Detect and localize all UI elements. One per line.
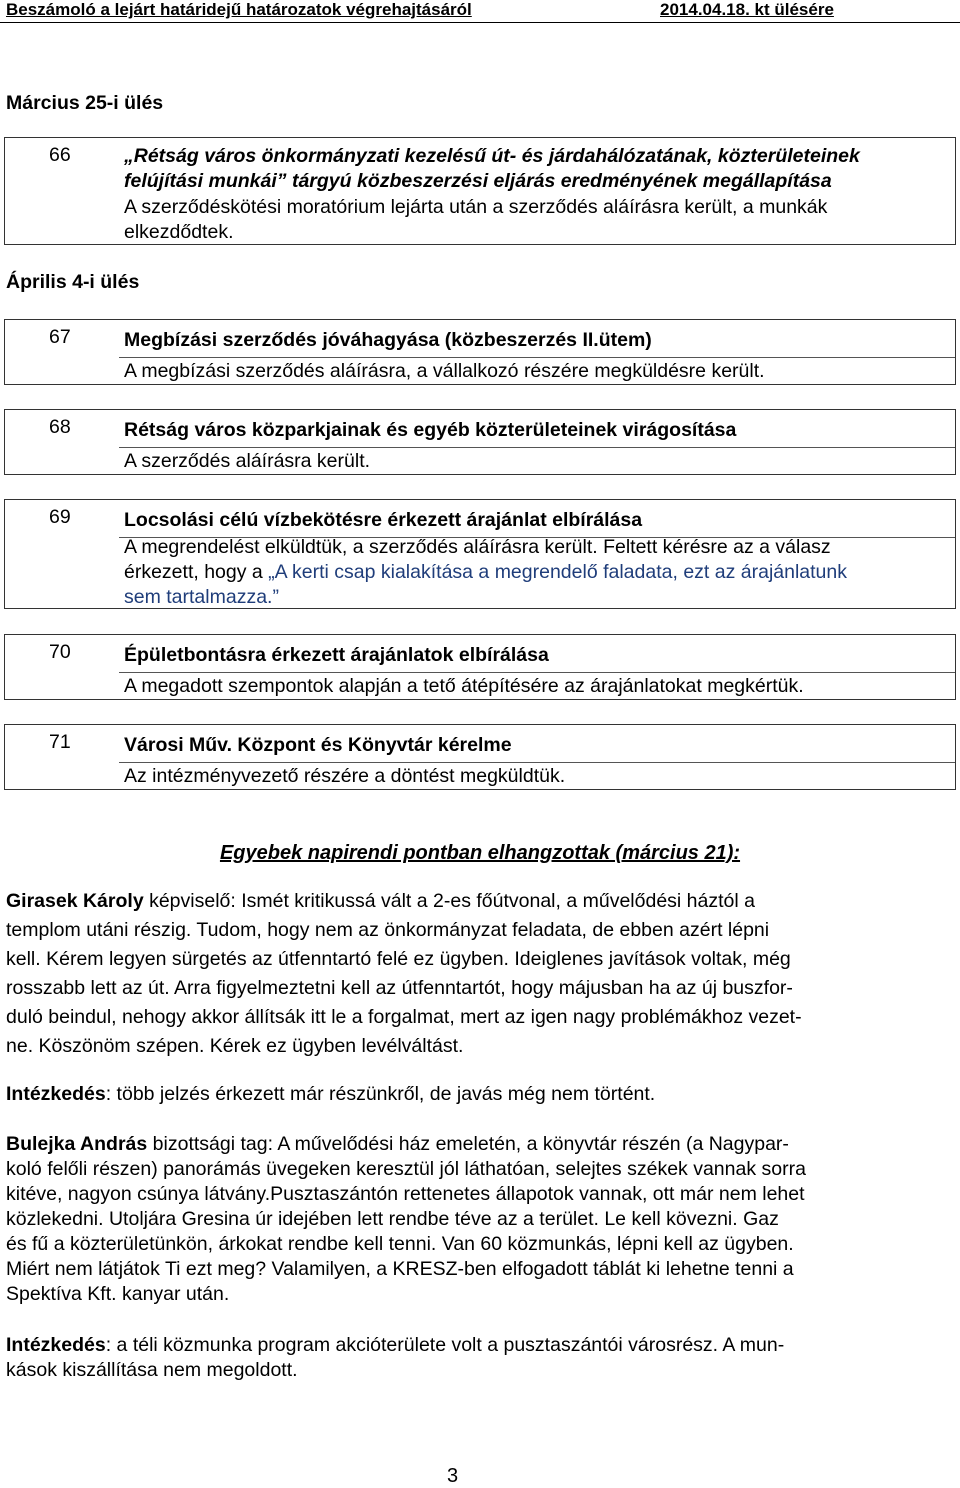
resolution-content-line-1: A megrendelést elküldtük, a szerződés aláírásra került. Feltett kérésre az a válasz: [124, 536, 831, 558]
paragraph-line: közlekedni. Utoljára Gresina úr idejében lett rendbe téve az a terület. Le kell kövezni. Gaz: [6, 1208, 779, 1230]
paragraph-line: kások kiszállítása nem megoldott.: [6, 1359, 298, 1381]
paragraph-line: duló beindul, nehogy akkor állítsák itt le a forgalmat, mert az igen nagy problémákhoz vezet-: [6, 1006, 802, 1028]
paragraph-line: kell. Kérem legyen sürgetés az útfenntartó felé ez ügyben. Ideiglenes javítások voltak, még: [6, 948, 791, 970]
resolution-number: 71: [49, 731, 71, 753]
section-heading-march: Március 25-i ülés: [6, 92, 164, 114]
resolution-number: 67: [49, 326, 71, 348]
paragraph-line: képviselő: Ismét kritikussá vált a 2-es főútvonal, a művelődési háztól a: [143, 890, 755, 912]
resolution-content-line-2: elkezdődtek.: [124, 221, 234, 243]
resolution-number: 69: [49, 506, 71, 528]
paragraph-line: bizottsági tag: A művelődési ház emeletén, a könyvtár részén (a Nagypar-: [147, 1133, 789, 1155]
resolution-title: Megbízási szerződés jóváhagyása (közbeszerzés II.ütem): [124, 329, 652, 351]
resolution-content: Az intézményvezető részére a döntést megküldtük.: [124, 765, 566, 787]
resolution-number: 66: [49, 144, 71, 166]
quote-line-1: „A kerti csap kialakítása a megrendelő faladata, ezt az árajánlatunk: [268, 561, 848, 583]
section-heading-april: Április 4-i ülés: [6, 271, 140, 293]
resolution-title-line-2: felújítási munkái” tárgyú közbeszerzési eljárás eredményének megállapítása: [124, 170, 832, 192]
resolution-69: [4, 499, 956, 609]
resolution-title: Rétság város közparkjainak és egyéb közterületeinek virágosítása: [124, 419, 737, 441]
resolution-number: 68: [49, 416, 71, 438]
paragraph-line: : a téli közmunka program akcióterülete volt a pusztaszántói városrész. A mun-: [105, 1334, 785, 1356]
paragraph-line: Miért nem látjátok Ti ezt meg? Valamilyen, a KRESZ-ben elfogadott táblát ki lehetne tenni a: [6, 1258, 794, 1280]
resolution-title-line-1: „Rétság város önkormányzati kezelésű út- és járdahálózatának, közterületeinek: [124, 145, 860, 167]
resolution-67: [4, 319, 956, 385]
paragraph-line: Spektíva Kft. kanyar után.: [6, 1283, 230, 1305]
paragraph-line: és fű a közterületünkön, árkokat rendbe kell tenni. Van 60 közmunkás, lépni kell az ügyben.: [6, 1233, 794, 1255]
paragraph-action-1: [6, 1083, 655, 1106]
paragraph-line: templom utáni részig. Tudom, hogy nem az önkormányzat feladata, de ebben azért lépni: [6, 919, 770, 941]
resolution-title: Locsolási célú vízbekötésre érkezett árajánlat elbírálása: [124, 509, 643, 531]
resolution-content: A megadott szempontok alapján a tető átépítésére az árajánlatokat megkértük.: [124, 675, 804, 697]
resolution-content: A szerződés aláírásra került.: [124, 450, 371, 472]
paragraph-line: kitéve, nagyon csúnya látvány.Pusztaszántón rettenetes állapotok vannak, ott már nem lehet: [6, 1183, 805, 1205]
resolution-title: Épületbontásra érkezett árajánlatok elbírálása: [124, 644, 549, 666]
paragraph-line: : több jelzés érkezett már részünkről, de javás még nem történt.: [105, 1083, 656, 1105]
divider: [119, 447, 955, 448]
paragraph-line: rosszabb lett az út. Arra figyelmeztetni kell az útfenntartót, hogy májusban ha az új buszfor-: [6, 977, 793, 999]
quote-line-2: sem tartalmazza.”: [124, 586, 279, 608]
divider: [119, 762, 955, 763]
header-title: Beszámoló a lejárt határidejű határozatok végrehajtásáról: [6, 0, 472, 19]
resolution-title: Városi Műv. Központ és Könyvtár kérelme: [124, 734, 512, 756]
action-label: Intézkedés: [6, 1083, 106, 1105]
speaker-name: Girasek Károly: [6, 890, 144, 912]
resolution-71: [4, 724, 956, 790]
speaker-name: Bulejka András: [6, 1133, 148, 1155]
page-number: 3: [446, 1465, 459, 1487]
resolution-68: [4, 409, 956, 475]
resolution-content-line-2: érkezett, hogy a: [124, 561, 269, 583]
action-label: Intézkedés: [6, 1334, 106, 1356]
resolution-70: [4, 634, 956, 700]
resolution-66: [4, 137, 956, 245]
paragraph-line: ne. Köszönöm szépen. Kérek ez ügyben levélváltást.: [6, 1035, 464, 1057]
resolution-content-line-1: A szerződéskötési moratórium lejárta után a szerződés aláírásra került, a munkák: [124, 196, 828, 218]
page-header: [0, 0, 960, 23]
resolution-content: A megbízási szerződés aláírásra, a vállalkozó részére megküldésre került.: [124, 360, 765, 382]
divider: [119, 357, 955, 358]
other-agenda-heading: Egyebek napirendi pontban elhangzottak (március 21):: [219, 842, 741, 864]
header-date: 2014.04.18. kt ülésére: [660, 0, 834, 19]
divider: [119, 672, 955, 673]
paragraph-line: koló felőli részen) panorámás üvegeken keresztül jól láthatóan, selejtes székek vannak sorra: [6, 1158, 806, 1180]
resolution-number: 70: [49, 641, 71, 663]
